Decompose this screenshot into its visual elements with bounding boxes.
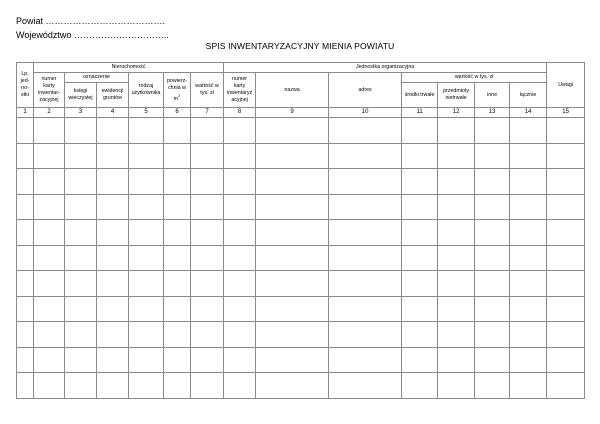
table-cell bbox=[65, 169, 97, 195]
table-cell bbox=[475, 347, 510, 373]
adres-header: adres bbox=[329, 73, 402, 108]
table-cell bbox=[402, 220, 438, 246]
table-cell bbox=[510, 271, 547, 297]
table-cell bbox=[402, 296, 438, 322]
table-cell bbox=[547, 373, 585, 399]
table-cell bbox=[34, 271, 65, 297]
table-cell bbox=[224, 194, 256, 220]
table-row bbox=[17, 220, 585, 246]
table-cell bbox=[329, 245, 402, 271]
table-cell bbox=[17, 220, 34, 246]
column-number: 8 bbox=[224, 108, 256, 118]
table-cell bbox=[65, 373, 97, 399]
table-cell bbox=[17, 245, 34, 271]
table-cell bbox=[256, 169, 329, 195]
table-cell bbox=[256, 271, 329, 297]
table-cell bbox=[17, 271, 34, 297]
table-cell bbox=[510, 296, 547, 322]
table-cell bbox=[164, 271, 191, 297]
table-cell bbox=[97, 194, 129, 220]
table-cell bbox=[191, 118, 224, 144]
table-cell bbox=[402, 245, 438, 271]
table-cell bbox=[34, 296, 65, 322]
inne-header: inne bbox=[475, 83, 510, 108]
ksiegi-wieczystej-header: księgi wieczystej bbox=[65, 83, 97, 108]
table-cell bbox=[191, 296, 224, 322]
column-number: 12 bbox=[438, 108, 475, 118]
table-cell bbox=[65, 118, 97, 144]
table-cell bbox=[256, 194, 329, 220]
table-cell bbox=[224, 322, 256, 348]
table-cell bbox=[475, 322, 510, 348]
table-cell bbox=[224, 347, 256, 373]
oznaczenie-header: oznaczenie bbox=[65, 73, 129, 83]
table-cell bbox=[129, 194, 164, 220]
table-cell bbox=[438, 169, 475, 195]
table-cell bbox=[510, 143, 547, 169]
table-cell bbox=[256, 322, 329, 348]
table-cell bbox=[191, 194, 224, 220]
table-cell bbox=[438, 322, 475, 348]
column-number: 3 bbox=[65, 108, 97, 118]
table-cell bbox=[164, 118, 191, 144]
table-cell bbox=[402, 373, 438, 399]
table-cell bbox=[65, 194, 97, 220]
table-cell bbox=[129, 271, 164, 297]
table-cell bbox=[402, 322, 438, 348]
table-cell bbox=[97, 143, 129, 169]
table-cell bbox=[191, 271, 224, 297]
table-cell bbox=[475, 143, 510, 169]
table-cell bbox=[547, 245, 585, 271]
table-cell bbox=[224, 271, 256, 297]
table-cell bbox=[34, 373, 65, 399]
table-cell bbox=[191, 322, 224, 348]
column-number: 14 bbox=[510, 108, 547, 118]
jednostka-header: Jednostka organizacyjna bbox=[224, 63, 547, 73]
column-number: 10 bbox=[329, 108, 402, 118]
table-cell bbox=[164, 194, 191, 220]
table-cell bbox=[510, 347, 547, 373]
rodzaj-uzytkownika-header: rodzaj użytkownika bbox=[129, 73, 164, 108]
table-row bbox=[17, 347, 585, 373]
table-cell bbox=[129, 169, 164, 195]
table-cell bbox=[402, 194, 438, 220]
table-row bbox=[17, 143, 585, 169]
table-cell bbox=[129, 322, 164, 348]
powierzchnia-header: powierz- chnia w $m^2$ bbox=[164, 73, 191, 108]
table-cell bbox=[17, 194, 34, 220]
table-cell bbox=[224, 296, 256, 322]
table-cell bbox=[191, 373, 224, 399]
column-number: 6 bbox=[164, 108, 191, 118]
column-number: 1 bbox=[17, 108, 34, 118]
table-cell bbox=[475, 296, 510, 322]
table-cell bbox=[65, 296, 97, 322]
nieruchomosc-header: Nieruchomość bbox=[34, 63, 224, 73]
table-cell bbox=[34, 322, 65, 348]
numer-karty-jednostka-header: numer karty inwentaryz acyjnej bbox=[224, 73, 256, 108]
table-cell bbox=[438, 118, 475, 144]
column-number: 15 bbox=[547, 108, 585, 118]
table-cell bbox=[547, 296, 585, 322]
table-cell bbox=[191, 220, 224, 246]
table-cell bbox=[438, 245, 475, 271]
srodki-trwale-header: środki trwałe bbox=[402, 83, 438, 108]
table-cell bbox=[97, 118, 129, 144]
table-cell bbox=[97, 373, 129, 399]
table-cell bbox=[510, 169, 547, 195]
table-cell bbox=[256, 373, 329, 399]
table-cell bbox=[547, 322, 585, 348]
table-cell bbox=[510, 118, 547, 144]
table-cell bbox=[438, 347, 475, 373]
table-cell bbox=[17, 373, 34, 399]
table-cell bbox=[191, 169, 224, 195]
table-cell bbox=[164, 220, 191, 246]
table-cell bbox=[329, 194, 402, 220]
table-cell bbox=[329, 373, 402, 399]
column-number: 5 bbox=[129, 108, 164, 118]
table-cell bbox=[547, 118, 585, 144]
table-row bbox=[17, 118, 585, 144]
table-cell bbox=[65, 347, 97, 373]
table-cell bbox=[510, 220, 547, 246]
table-cell bbox=[402, 143, 438, 169]
table-cell bbox=[34, 118, 65, 144]
table-cell bbox=[17, 118, 34, 144]
column-number: 13 bbox=[475, 108, 510, 118]
table-cell bbox=[438, 220, 475, 246]
table-row bbox=[17, 271, 585, 297]
table-row bbox=[17, 322, 585, 348]
table-cell bbox=[475, 271, 510, 297]
table-cell bbox=[224, 143, 256, 169]
table-cell bbox=[547, 143, 585, 169]
table-cell bbox=[65, 245, 97, 271]
column-number: 4 bbox=[97, 108, 129, 118]
table-cell bbox=[256, 118, 329, 144]
table-cell bbox=[329, 322, 402, 348]
table-cell bbox=[97, 169, 129, 195]
table-cell bbox=[65, 220, 97, 246]
table-cell bbox=[438, 271, 475, 297]
table-cell bbox=[65, 322, 97, 348]
table-cell bbox=[224, 373, 256, 399]
inventory-table bbox=[16, 62, 585, 399]
table-cell bbox=[438, 296, 475, 322]
column-number: 9 bbox=[256, 108, 329, 118]
table-cell bbox=[17, 169, 34, 195]
table-cell bbox=[129, 220, 164, 246]
col-lp-header: Lp. jed- no- stki bbox=[17, 63, 34, 108]
table-cell bbox=[475, 194, 510, 220]
table-cell bbox=[224, 169, 256, 195]
nazwa-header: nazwa bbox=[256, 73, 329, 108]
table-cell bbox=[65, 271, 97, 297]
table-cell bbox=[224, 118, 256, 144]
table-cell bbox=[475, 373, 510, 399]
table-cell bbox=[510, 373, 547, 399]
page-title: SPIS INWENTARYZACYJNY MIENIA POWIATU bbox=[205, 41, 395, 51]
table-cell bbox=[256, 296, 329, 322]
table-cell bbox=[256, 245, 329, 271]
table-cell bbox=[97, 296, 129, 322]
table-cell bbox=[164, 169, 191, 195]
table-cell bbox=[34, 245, 65, 271]
table-row bbox=[17, 194, 585, 220]
table-cell bbox=[329, 118, 402, 144]
table-cell bbox=[164, 373, 191, 399]
table-cell bbox=[329, 271, 402, 297]
table-cell bbox=[34, 143, 65, 169]
table-row bbox=[17, 296, 585, 322]
column-number: 2 bbox=[34, 108, 65, 118]
table-cell bbox=[510, 194, 547, 220]
table-row bbox=[17, 245, 585, 271]
table-cell bbox=[510, 322, 547, 348]
table-cell bbox=[191, 143, 224, 169]
table-cell bbox=[191, 347, 224, 373]
table-cell bbox=[329, 296, 402, 322]
table-cell bbox=[129, 245, 164, 271]
table-cell bbox=[547, 169, 585, 195]
table-cell bbox=[164, 143, 191, 169]
powiat-label: Powiat …………………………………. bbox=[16, 16, 166, 26]
table-cell bbox=[438, 143, 475, 169]
table-cell bbox=[164, 322, 191, 348]
table-cell bbox=[547, 271, 585, 297]
table-cell bbox=[224, 220, 256, 246]
table-cell bbox=[17, 347, 34, 373]
table-cell bbox=[402, 169, 438, 195]
table-cell bbox=[129, 143, 164, 169]
table-cell bbox=[17, 322, 34, 348]
wartosc-header: wartość w tys. zł bbox=[191, 73, 224, 108]
ewidencji-gruntow-header: ewidencji gruntów bbox=[97, 83, 129, 108]
table-cell bbox=[97, 271, 129, 297]
table-cell bbox=[191, 245, 224, 271]
table-cell bbox=[438, 373, 475, 399]
column-number: 7 bbox=[191, 108, 224, 118]
table-cell bbox=[34, 347, 65, 373]
uwagi-header: Uwagi bbox=[547, 63, 585, 108]
table-cell bbox=[256, 347, 329, 373]
table-cell bbox=[475, 220, 510, 246]
table-cell bbox=[402, 271, 438, 297]
table-cell bbox=[17, 296, 34, 322]
table-cell bbox=[547, 220, 585, 246]
table-cell bbox=[329, 169, 402, 195]
table-cell bbox=[402, 347, 438, 373]
table-cell bbox=[164, 245, 191, 271]
table-cell bbox=[224, 245, 256, 271]
table-cell bbox=[129, 347, 164, 373]
table-cell bbox=[329, 220, 402, 246]
table-cell bbox=[510, 245, 547, 271]
wartosc-tys-header: wartość w tys. zł bbox=[402, 73, 547, 83]
table-row bbox=[17, 373, 585, 399]
table-cell bbox=[97, 347, 129, 373]
table-cell bbox=[402, 118, 438, 144]
table-cell bbox=[97, 322, 129, 348]
table-cell bbox=[164, 296, 191, 322]
przedmioty-nietrwale-header: przedmioty nietrwałe bbox=[438, 83, 475, 108]
table-cell bbox=[97, 220, 129, 246]
column-number: 11 bbox=[402, 108, 438, 118]
table-cell bbox=[34, 194, 65, 220]
table-cell bbox=[329, 143, 402, 169]
table-cell bbox=[129, 118, 164, 144]
table-cell bbox=[475, 245, 510, 271]
numer-karty-header: numer karty inwentar- zacyjnej bbox=[34, 73, 65, 108]
table-cell bbox=[256, 143, 329, 169]
table-cell bbox=[129, 296, 164, 322]
table-cell bbox=[34, 169, 65, 195]
table-cell bbox=[329, 347, 402, 373]
table-cell bbox=[17, 143, 34, 169]
wojewodztwo-label: Województwo ………………………….. bbox=[16, 30, 169, 40]
table-cell bbox=[34, 220, 65, 246]
table-cell bbox=[475, 169, 510, 195]
table-cell bbox=[129, 373, 164, 399]
table-cell bbox=[438, 194, 475, 220]
table-cell bbox=[547, 194, 585, 220]
table-cell bbox=[97, 245, 129, 271]
table-row bbox=[17, 169, 585, 195]
lacznie-header: łącznie bbox=[510, 83, 547, 108]
table-cell bbox=[164, 347, 191, 373]
column-numbers-row bbox=[17, 108, 585, 118]
table-cell bbox=[547, 347, 585, 373]
table-cell bbox=[256, 220, 329, 246]
table-cell bbox=[475, 118, 510, 144]
table-cell bbox=[65, 143, 97, 169]
